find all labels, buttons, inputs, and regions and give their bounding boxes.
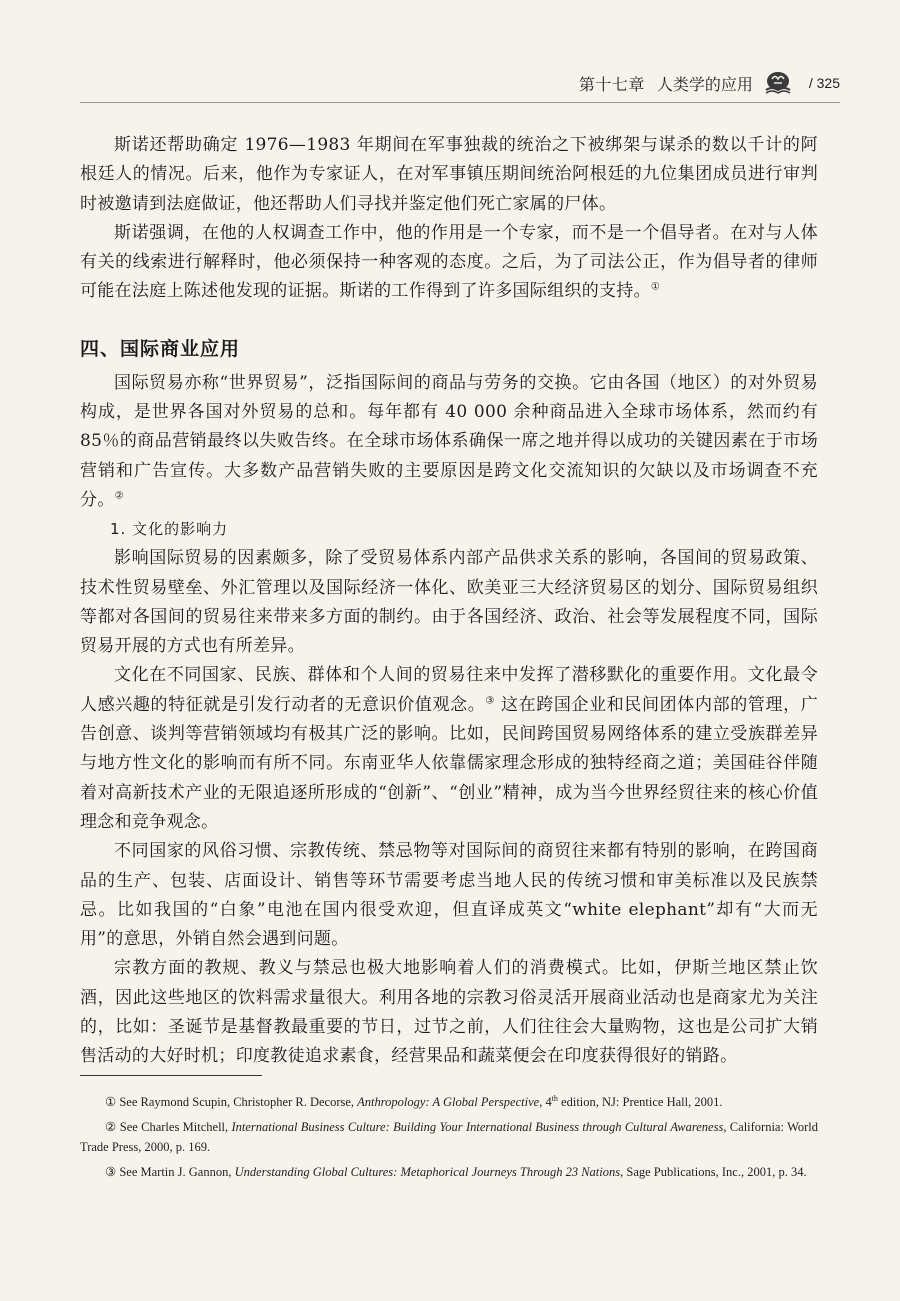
paragraph-text: 文化在不同国家、民族、群体和个人间的贸易往来中发挥了潜移默化的重要作用。文化最令人感兴趣的特征就是引发行动者的无意识价值观念。 xyxy=(80,665,818,715)
footnote-3 xyxy=(80,1162,818,1182)
header-chapter: 第十七章 xyxy=(578,74,645,94)
footnote-2 xyxy=(80,1117,818,1157)
paragraph-text: 斯诺强调，在他的人权调查工作中，他的作用是一个专家，而不是一个倡导者。在对与人体有关的线索进行解释时，他必须保持一种客观的态度。之后，为了司法公正，作为倡导者的律师可能在法庭上陈述他发现的证据。斯诺的工作得到了许多国际组织的支持。 xyxy=(80,222,818,302)
paragraph xyxy=(80,219,818,307)
paragraph-text: 不同国家的风俗习惯、宗教传统、禁忌物等对国际间的商贸往来都有特别的影响，在跨国商品的生产、包装、店面设计、销售等环节需要考虑当地人民的传统习惯和审美标准以及民族禁忌。比如我国的“白象”电池在国内很受欢迎，但直译成英文“white elephant”却有“大而无用”的意思，外销自然会遇到问题。 xyxy=(80,841,818,950)
footnote-reference: ② xyxy=(114,490,124,502)
paragraph-text: 宗教方面的教规、教义与禁忌也极大地影响着人们的消费模式。比如，伊斯兰地区禁止饮酒，因此这些地区的饮料需求量很大。利用各地的宗教习俗灵活开展商业活动也是商家尤为关注的，比如：圣诞节是基督教最重要的节日，过节之前，人们往往会大量购物，这也是公司扩大销售活动的大好时机；印度教徒追求素食，经营果品和蔬菜便会在印度获得很好的销路。 xyxy=(80,958,818,1067)
subsection-heading: 1. 文化的影响力 xyxy=(110,520,229,539)
footnote-text: ③ See Martin J. Gannon, xyxy=(105,1165,235,1180)
footnote-superscript: th xyxy=(551,1094,558,1103)
header-title: 人类学的应用 xyxy=(656,74,753,94)
paragraph-text: 这在跨国企业和民间团体内部的管理，广告创意、谈判等营销领域均有极其广泛的影响。比如，民间跨国贸易网络体系的建立受族群差异与地方性文化的影响而有所不同。东南亚华人依靠儒家理念形成的独特经商之道；美国硅谷伴随着对高新技术产业的无限追逐所形成的“创新”、“创业”精神，成为当今世界经贸往来的核心价值理念和竞争观念。 xyxy=(80,694,818,832)
header-rule xyxy=(80,102,840,103)
footnote-book-title: Anthropology: A Global Perspective xyxy=(357,1095,540,1110)
footnote-text: , California: World Trade Press, 2000, p. 169. xyxy=(80,1120,818,1155)
paragraph xyxy=(80,544,818,661)
footnote-rule xyxy=(80,1075,262,1076)
paragraph xyxy=(80,837,818,954)
footnote-book-title: International Business Culture: Building Your International Business through Cultural Awareness xyxy=(231,1120,724,1135)
header-right xyxy=(579,70,840,96)
paragraph xyxy=(80,131,818,219)
book-ornament-icon xyxy=(763,70,793,96)
paragraph-text: 影响国际贸易的因素颇多，除了受贸易体系内部产品供求关系的影响，各国间的贸易政策、技术性贸易壁垒、外汇管理以及国际经济一体化、欧美亚三大经济贸易区的划分、国际贸易组织等都对各国间的贸易往来带来多方面的制约。由于各国经济、政治、社会等发展程度不同，国际贸易开展的方式也有所差异。 xyxy=(80,548,818,657)
paragraph xyxy=(80,954,818,1071)
footnote-text: ② See Charles Mitchell, xyxy=(105,1120,232,1135)
paragraph-text: 斯诺还帮助确定 1976—1983 年期间在军事独裁的统治之下被绑架与谋杀的数以千计的阿根廷人的情况。后来，他作为专家证人，在对军事镇压期间统治阿根廷的九位集团成员进行审判时被邀请到法庭做证，他还帮助人们寻找并鉴定他们死亡家属的尸体。 xyxy=(80,135,818,214)
page-number: / 325 xyxy=(808,75,840,91)
footnote-book-title: Understanding Global Cultures: Metaphorical Journeys Through 23 Nations xyxy=(234,1165,621,1180)
footnotes xyxy=(80,1089,818,1187)
paragraph-text: 国际贸易亦称“世界贸易”，泛指国际间的商品与劳务的交换。它由各国（地区）的对外贸易构成，是世界各国对外贸易的总和。每年都有 40 000 余种商品进入全球市场体系，然而约有 85％的商品营销最终以失败告终。在全球市场体系确保一席之地并得以成功的关键因素在于市场营销和广告宣传。大多数产品营销失败的主要原因是跨文化交流知识的欠缺以及市场调查不充分。 xyxy=(80,372,818,510)
section-heading: 四、国际商业应用 xyxy=(80,337,241,360)
footnote-reference: ③ xyxy=(485,695,496,707)
footnote-1 xyxy=(80,1089,818,1112)
paragraph xyxy=(80,369,818,515)
footnote-text: ① See Raymond Scupin, Christopher R. Decorse, xyxy=(105,1095,358,1110)
main-text xyxy=(80,131,818,1072)
footnote-text: , 4 xyxy=(539,1095,552,1110)
footnote-text: edition, NJ: Prentice Hall, 2001. xyxy=(557,1095,723,1110)
running-header xyxy=(80,64,840,98)
paragraph xyxy=(80,661,818,837)
footnote-reference: ① xyxy=(650,281,661,293)
footnote-text: , Sage Publications, Inc., 2001, p. 34. xyxy=(620,1165,807,1180)
